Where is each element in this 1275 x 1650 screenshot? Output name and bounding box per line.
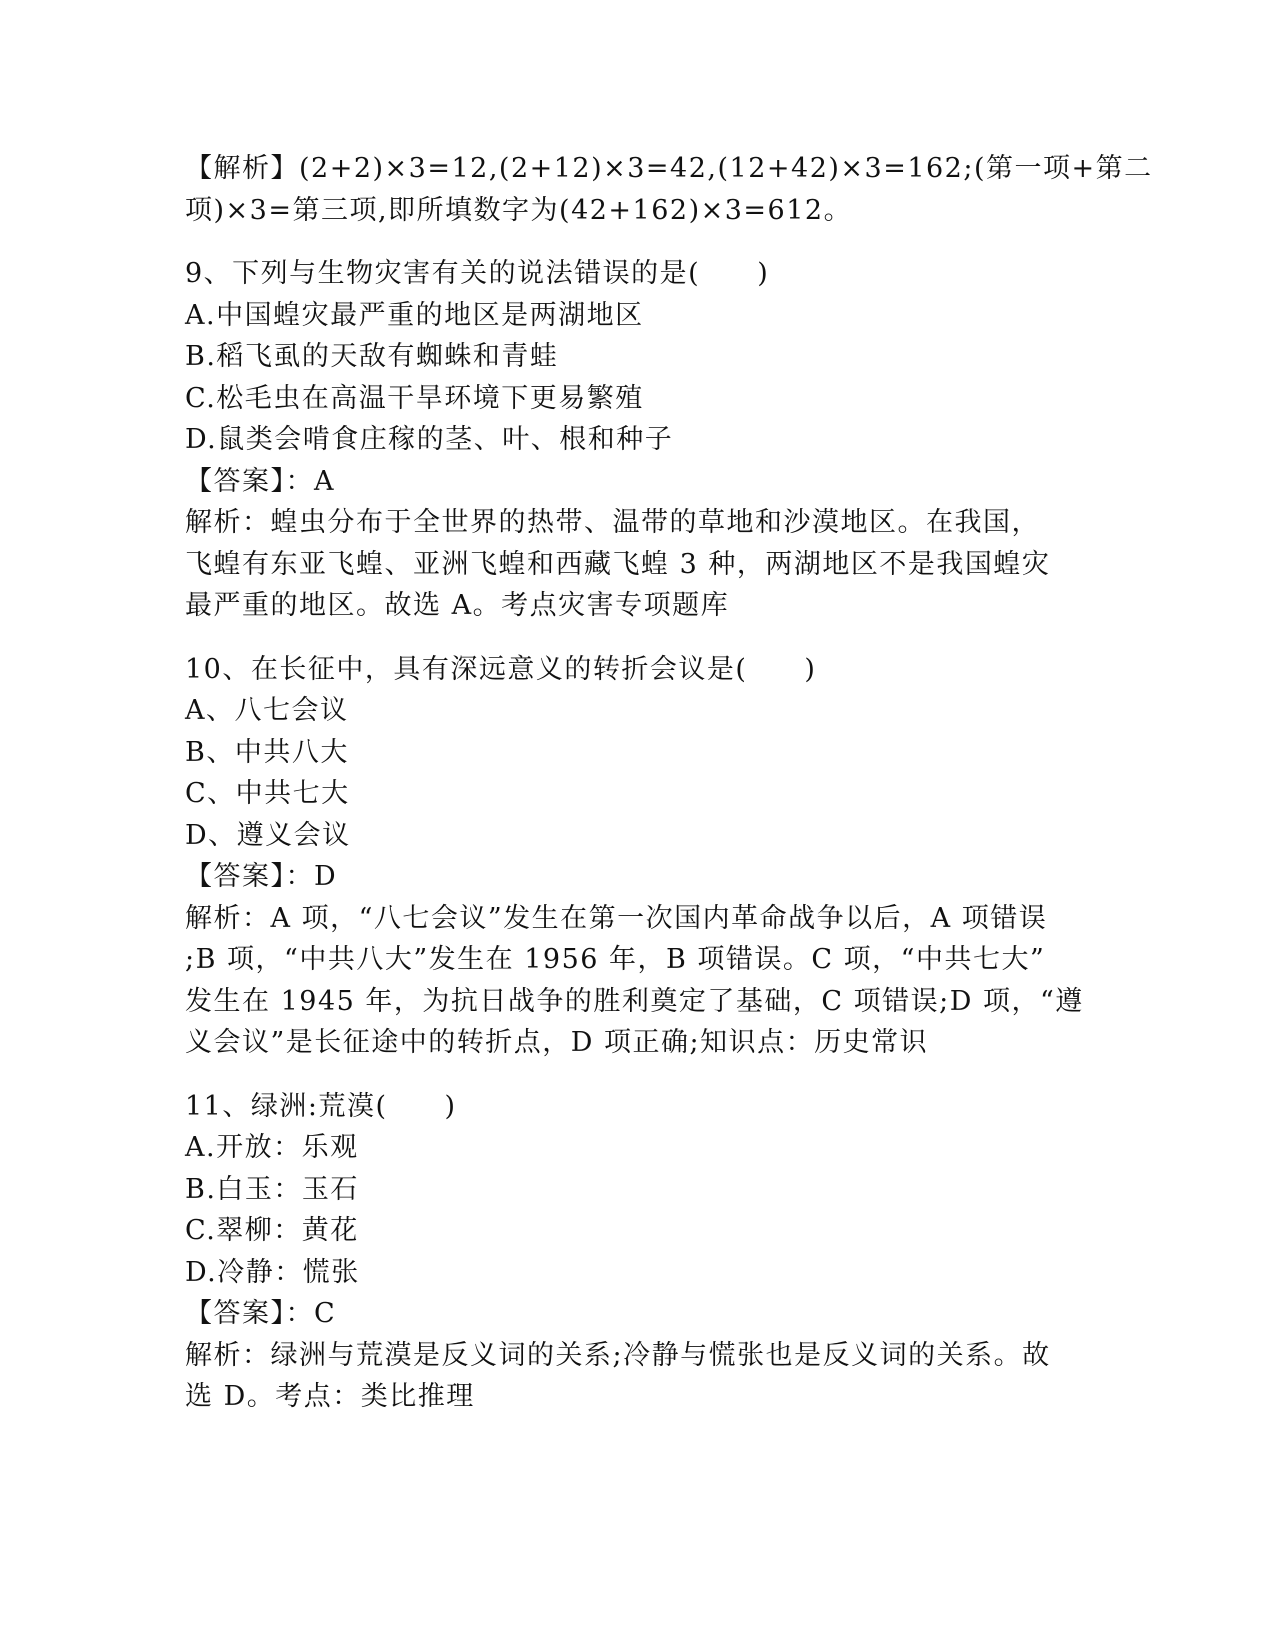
answer-label: 【答案】：C [185, 1298, 337, 1329]
analysis-line: 解析：绿洲与荒漠是反义词的关系;冷静与慌张也是反义词的关系。故 [185, 1339, 1051, 1371]
analysis-line: 飞蝗有东亚飞蝗、亚洲飞蝗和西藏飞蝗 3 种，两湖地区不是我国蝗灾 [185, 548, 1051, 580]
option-c: C、中共七大 [185, 778, 350, 809]
question-text: 9、下列与生物灾害有关的说法错误的是( ) [185, 258, 770, 289]
analysis-line: 解析：蝗虫分布于全世界的热带、温带的草地和沙漠地区。在我国， [185, 507, 1040, 538]
option-c: C.松毛虫在高温干旱环境下更易繁殖 [185, 382, 644, 414]
question-block-11 [185, 1086, 1085, 1418]
option-a: A、八七会议 [185, 695, 349, 726]
question-block-9 [185, 253, 1085, 627]
analysis-line: 最严重的地区。故选 A。考点灾害专项题库 [185, 590, 730, 621]
analysis-line: 发生在 1945 年，为抗日战争的胜利奠定了基础，C 项错误;D 项，“遵 [185, 985, 1084, 1017]
previous-analysis [185, 148, 1153, 231]
option-a: A.开放：乐观 [185, 1132, 359, 1163]
question-text: 11、绿洲:荒漠( ) [185, 1090, 457, 1122]
analysis-line: ;B 项，“中共八大”发生在 1956 年，B 项错误。C 项，“中共七大” [185, 944, 1046, 975]
analysis-line: 义会议”是长征途中的转折点，D 项正确;知识点：历史常识 [185, 1027, 929, 1058]
answer-label: 【答案】：A [185, 465, 335, 497]
option-d: D、遵义会议 [185, 819, 351, 851]
option-b: B.白玉：玉石 [185, 1173, 359, 1205]
analysis-line: 【解析】(2+2)×3=12,(2+12)×3=42,(12+42)×3=162;(第一项+第二 [185, 153, 1153, 184]
question-text: 10、在长征中，具有深远意义的转折会议是( ) [185, 653, 817, 685]
option-d: D.鼠类会啃食庄稼的茎、叶、根和种子 [185, 424, 674, 455]
option-a: A.中国蝗灾最严重的地区是两湖地区 [185, 299, 644, 331]
option-c: C.翠柳：黄花 [185, 1215, 359, 1246]
analysis-line: 解析：A 项，“八七会议”发生在第一次国内革命战争以后，A 项错误 [185, 902, 1048, 934]
answer-label: 【答案】：D [185, 861, 338, 892]
document-content [185, 148, 1153, 1418]
option-b: B.稻飞虱的天敌有蜘蛛和青蛙 [185, 341, 559, 372]
analysis-line: 选 D。考点：类比推理 [185, 1381, 475, 1412]
option-b: B、中共八大 [185, 736, 349, 768]
question-block-10 [185, 649, 1085, 1064]
option-d: D.冷静：慌张 [185, 1256, 360, 1288]
analysis-line: 项)×3=第三项,即所填数字为(42+162)×3=612。 [185, 194, 853, 226]
